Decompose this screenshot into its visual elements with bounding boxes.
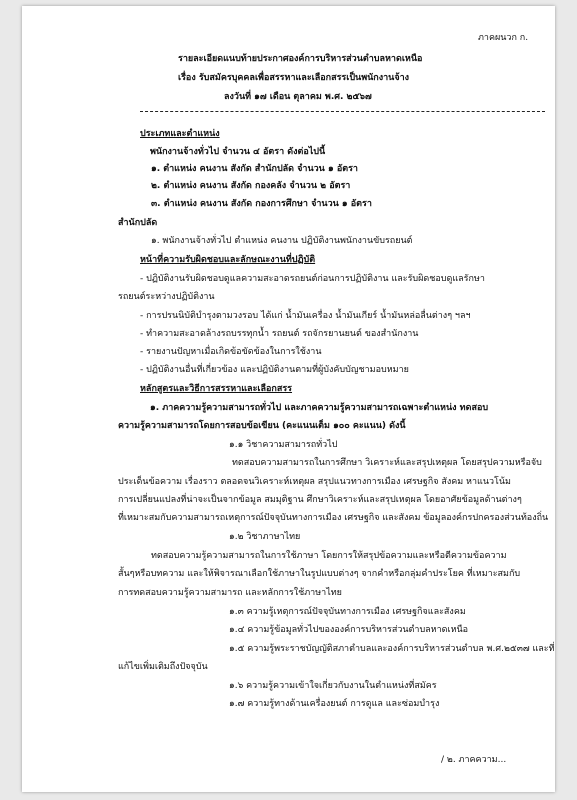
section-heading-position: ประเภทและตำแหน่ง — [140, 129, 220, 139]
duty-line: - ปฏิบัติงานรับผิดชอบดูแลความสะอาดรถยนต์ก่อนการปฏิบัติงาน และรับผิดชอบดูแลรักษา — [140, 274, 485, 284]
duty-line: - ปฏิบัติงานอื่นที่เกี่ยวข้อง และปฏิบัติงานตามที่ผู้บังคับบัญชามอบหมาย — [140, 365, 409, 375]
subsection-title: ๑.๕ ความรู้พระราชบัญญัติสภาตำบลและองค์การบริหารส่วนตำบล พ.ศ.๒๕๓๗ และที่ — [229, 644, 555, 654]
subsection-text: แก้ไขเพิ่มเติมถึงปัจจุบัน — [118, 662, 208, 672]
subsection-title: ๑.๖ ความรู้ความเข้าใจเกี่ยวกับงานในตำแหน่งที่สมัคร — [229, 681, 437, 691]
subsection-text: การทดสอบความรู้ความสามารถ และหลักการใช้ภาษาไทย — [118, 588, 342, 598]
criteria-paragraph: ความรู้ความสามารถโดยการสอบข้อเขียน (คะแนนเต็ม ๑๐๐ คะแนน) ดังนี้ — [118, 421, 406, 431]
office-job: ๑. พนักงานจ้างทั่วไป ตำแหน่ง คนงาน ปฏิบัติงานพนักงานขับรถยนต์ — [151, 236, 413, 246]
subsection-text: การเปลี่ยนแปลงที่น่าจะเป็นจากข้อมูล สมมุติฐาน ศึกษาวิเคราะห์และสรุปเหตุผล โดยอาศัยข้อมูลด้านต่างๆ — [118, 495, 522, 505]
position-item: ๒. ตำแหน่ง คนงาน สังกัด กองคลัง จำนวน ๒ อัตรา — [151, 181, 351, 191]
position-item: ๑. ตำแหน่ง คนงาน สังกัด สำนักปลัด จำนวน ๑ อัตรา — [151, 164, 358, 174]
criteria-paragraph: ๑. ภาคความรู้ความสามารถทั่วไป และภาคความรู้ความสามารถเฉพาะตำแหน่ง ทดสอบ — [150, 403, 489, 413]
subsection-title: ๑.๓ ความรู้เหตุการณ์ปัจจุบันทางการเมือง เศรษฐกิจและสังคม — [229, 607, 466, 617]
header-line-3: ลงวันที่ ๑๗ เดือน ตุลาคม พ.ศ. ๒๕๖๗ — [224, 92, 372, 102]
header-line-2: เรื่อง รับสมัครบุคคลเพื่อสรรหาและเลือกสรรเป็นพนักงานจ้าง — [178, 73, 410, 83]
subsection-text: ที่เหมาะสมกับความสามารถเหตุการณ์ปัจจุบันทางการเมือง เศรษฐกิจ และสังคม ข้อมูลองค์กรปกครองส่วนท้องถิ่น — [118, 513, 549, 523]
section-heading-criteria: หลักสูตรและวิธีการสรรหาและเลือกสรร — [140, 384, 293, 394]
subsection-text: สั้นๆหรือบทความ และให้พิจารณาเลือกใช้ภาษาในรูปแบบต่างๆ จากคำหรือกลุ่มคำประโยค ที่เหมาะสมกับ — [118, 569, 521, 579]
office-heading: สำนักปลัด — [118, 218, 158, 228]
duty-line: - การปรนนิบัติบำรุงตามวงรอบ ได้แก่ น้ำมันเครื่อง น้ำมันเกียร์ น้ำมันหล่อลื่นต่างๆ ฯลฯ — [140, 311, 471, 321]
subsection-text: ทดสอบความสามารถในการศึกษา วิเคราะห์และสรุปเหตุผล โดยสรุปความหรือจับ — [232, 458, 542, 468]
subsection-text: ทดสอบความรู้ความสามารถในการใช้ภาษา โดยการให้สรุปข้อความและหรือตีความข้อความ — [151, 551, 507, 561]
subsection-title: ๑.๑ วิชาความสามารถทั่วไป — [229, 440, 338, 450]
duty-line: - ทำความสะอาดล้างรถบรรทุกน้ำ รถยนต์ รถจักรยานยนต์ ของสำนักงาน — [140, 329, 419, 339]
subsection-title: ๑.๒ วิชาภาษาไทย — [229, 532, 301, 542]
subsection-text: ประเด็นข้อความ เรื่องราว ตลอดจนวิเคราะห์เหตุผล สรุปแนวทางการเมือง เศรษฐกิจ สังคม หาแนวโน้ม — [118, 477, 511, 487]
position-summary: พนักงานจ้างทั่วไป จำนวน ๔ อัตรา ดังต่อไปนี้ — [150, 147, 326, 157]
position-item: ๓. ตำแหน่ง คนงาน สังกัด กองการศึกษา จำนวน ๑ อัตรา — [151, 199, 372, 209]
duty-line: - รายงานปัญหาเมื่อเกิดข้อขัดข้องในการใช้งาน — [140, 347, 322, 357]
header-line-1: รายละเอียดแนบท้ายประกาศองค์การบริหารส่วนตำบลหาดเหนือ — [178, 54, 423, 64]
page-continuation: / ๒. ภาคความ... — [441, 755, 507, 765]
duty-line: รถยนต์ระหว่างปฏิบัติงาน — [118, 292, 215, 302]
subsection-title: ๑.๔ ความรู้ข้อมูลทั่วไปขององค์การบริหารส่วนตำบลหาดเหนือ — [229, 625, 469, 635]
dashed-divider — [140, 111, 545, 112]
subsection-title: ๑.๗ ความรู้ทางด้านเครื่องยนต์ การดูแล และซ่อมบำรุง — [229, 699, 440, 709]
section-heading-duties: หน้าที่ความรับผิดชอบและลักษณะงานที่ปฏิบัติ — [140, 255, 316, 265]
annex-label: ภาคผนวก ก. — [478, 33, 529, 43]
document-page — [22, 6, 555, 792]
